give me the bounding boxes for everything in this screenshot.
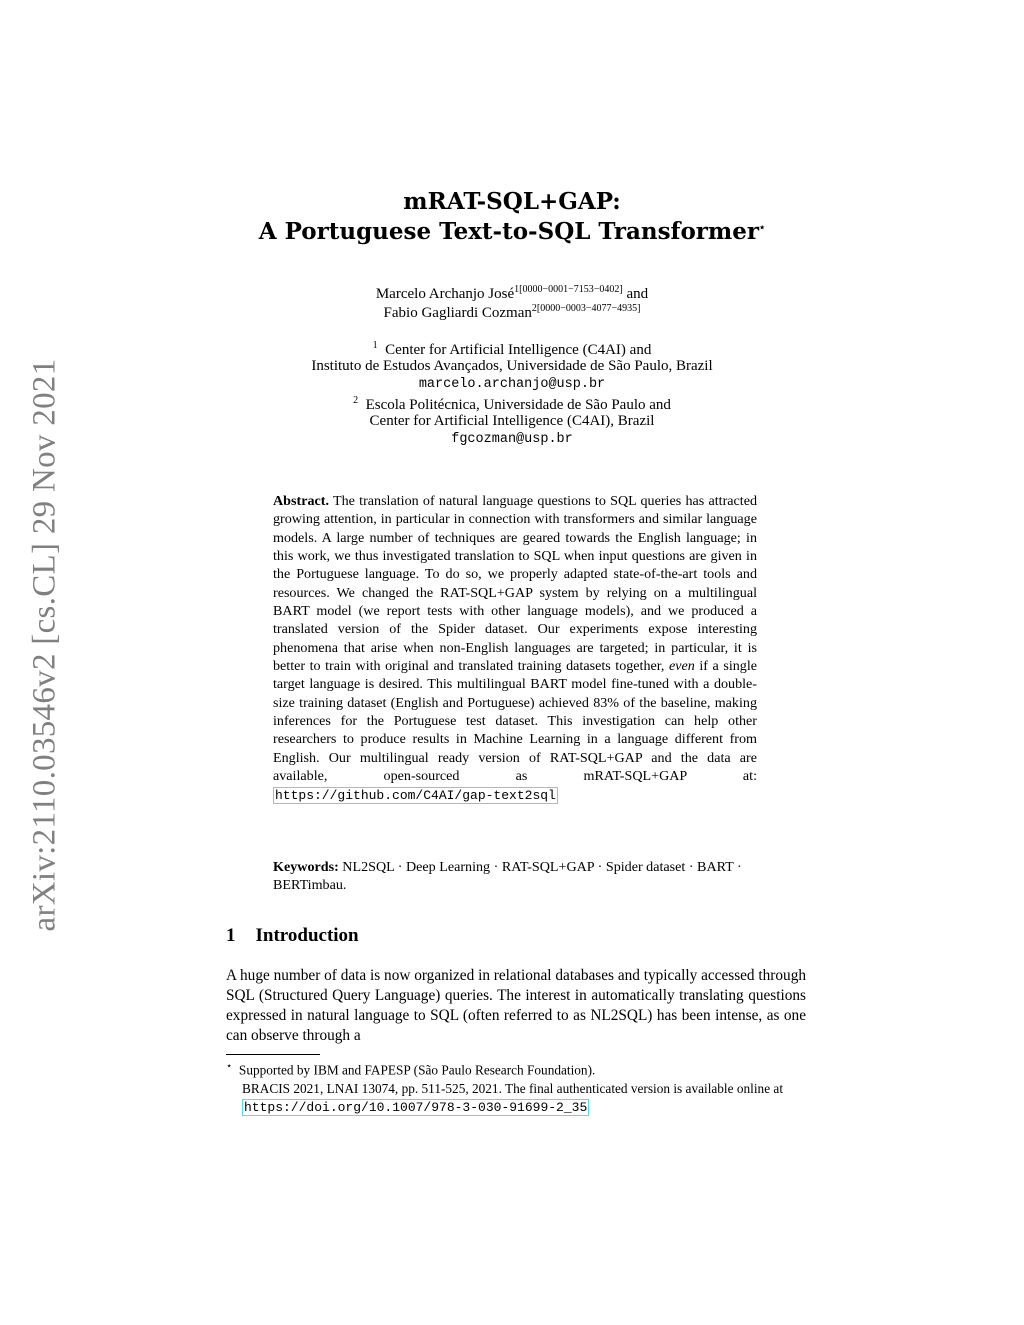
author-2-name: Fabio Gagliardi Cozman <box>383 305 532 321</box>
footnote-rule <box>226 1054 320 1055</box>
author-1-name: Marcelo Archanjo José <box>375 286 515 302</box>
footnote-text-2: BRACIS 2021, LNAI 13074, pp. 511-525, 2021. The final authenticated version is available online at <box>242 1080 784 1096</box>
author-line-1 <box>0 284 1024 303</box>
doi-link[interactable]: https://doi.org/10.1007/978-3-030-91699-2_35 <box>244 1100 588 1116</box>
affiliation-1-line-1 <box>0 340 1024 359</box>
abstract-text-part-1: The translation of natural language questions to SQL queries has attracted growing attention, in particular in connection with transformers and similar language models. A large number of techniques are geared towards the English language; in this work, we thus investigated translation to SQL when input questions are given in the Portuguese language. To do so, we properly adapted state-of-the-art tools and resources. We changed the RAT-SQL+GAP system by relying on a multilingual BART model (we report tests with other language models), and we produced a translated version of the Spider dataset. Our experiments expose interesting phenomena that arise when non-English languages are targeted; in particular, it is better to train with original and translated training datasets together, <box>273 493 757 675</box>
footnote-text-1: Supported by IBM and FAPESP (São Paulo Research Foundation). <box>238 1062 596 1078</box>
title-footnote-mark: ⋆ <box>759 222 766 234</box>
affiliation-2-line-1 <box>0 395 1024 414</box>
introduction-text: A huge number of data is now organized in relational databases and typically accessed through SQL (Structured Query Language) queries. The interest in automatically translating questions expressed in natural language to SQL (often referred to as NL2SQL) has been intense, as one can observe through a <box>226 967 806 1044</box>
affiliation-2-email[interactable] <box>0 432 1024 447</box>
affiliation-2-line-2 <box>0 413 1024 430</box>
footnote-mark: ⋆ <box>226 1061 233 1072</box>
affiliation-1-text-1: Center for Artificial Intelligence (C4AI) and <box>385 342 652 358</box>
title-line-1-text: mRAT-SQL+GAP: <box>403 188 621 215</box>
title-line-2-text: A Portuguese Text-to-SQL Transformer <box>258 218 759 245</box>
section-title: Introduction <box>255 925 359 946</box>
email-1-text[interactable]: marcelo.archanjo@usp.br <box>418 377 606 392</box>
affiliation-2-text-2: Center for Artificial Intelligence (C4AI), Brazil <box>369 413 655 429</box>
abstract-emphasis: even <box>669 658 695 675</box>
keywords-text: NL2SQL · Deep Learning · RAT-SQL+GAP · Spider dataset · BART · BERTimbau. <box>273 859 742 894</box>
author-1-orcid: 1[0000−0001−7153−0402] <box>514 284 623 295</box>
affiliation-1-email[interactable] <box>0 377 1024 392</box>
keywords-label: Keywords: <box>273 859 339 875</box>
author-2-orcid: 2[0000−0003−4077−4935] <box>531 303 641 314</box>
affiliation-1-mark: 1 <box>372 340 378 351</box>
affiliation-2-mark: 2 <box>353 395 359 406</box>
section-heading <box>226 925 359 947</box>
affiliation-2-text-1: Escola Politécnica, Universidade de São Paulo and <box>365 397 671 413</box>
footnote <box>226 1058 806 1118</box>
author-conjunction: and <box>626 286 649 302</box>
abstract-label: Abstract. <box>273 493 329 509</box>
paper-title-line-2 <box>0 218 1024 245</box>
footnote-line-2 <box>226 1080 806 1118</box>
author-line-2 <box>0 303 1024 322</box>
email-2-text[interactable]: fgcozman@usp.br <box>451 432 573 447</box>
affiliation-1-line-2 <box>0 358 1024 375</box>
arxiv-stamp-text: arXiv:2110.03546v2 [cs.CL] 29 Nov 2021 <box>26 358 63 932</box>
section-number: 1 <box>226 925 236 946</box>
footnote-line-1 <box>226 1058 806 1080</box>
keywords <box>273 858 763 895</box>
abstract <box>273 492 757 805</box>
paper-title-line-1 <box>0 188 1024 215</box>
github-link[interactable]: https://github.com/C4AI/gap-text2sql <box>275 787 556 803</box>
abstract-text-part-2: if a single target language is desired. This multilingual BART model fine-tuned with a double-size training dataset (English and Portuguese) achieved 83% of the baseline, making inferences for the Portuguese test dataset. This investigation can help other researchers to produce results in Machine Learning in a language different from English. Our multilingual ready version of RAT-SQL+GAP and the data are available, open-sourced as mRAT-SQL+GAP at: <box>273 658 758 785</box>
affiliation-1-text-2: Instituto de Estudos Avançados, Universidade de São Paulo, Brazil <box>311 358 713 374</box>
introduction-paragraph <box>226 966 806 1046</box>
